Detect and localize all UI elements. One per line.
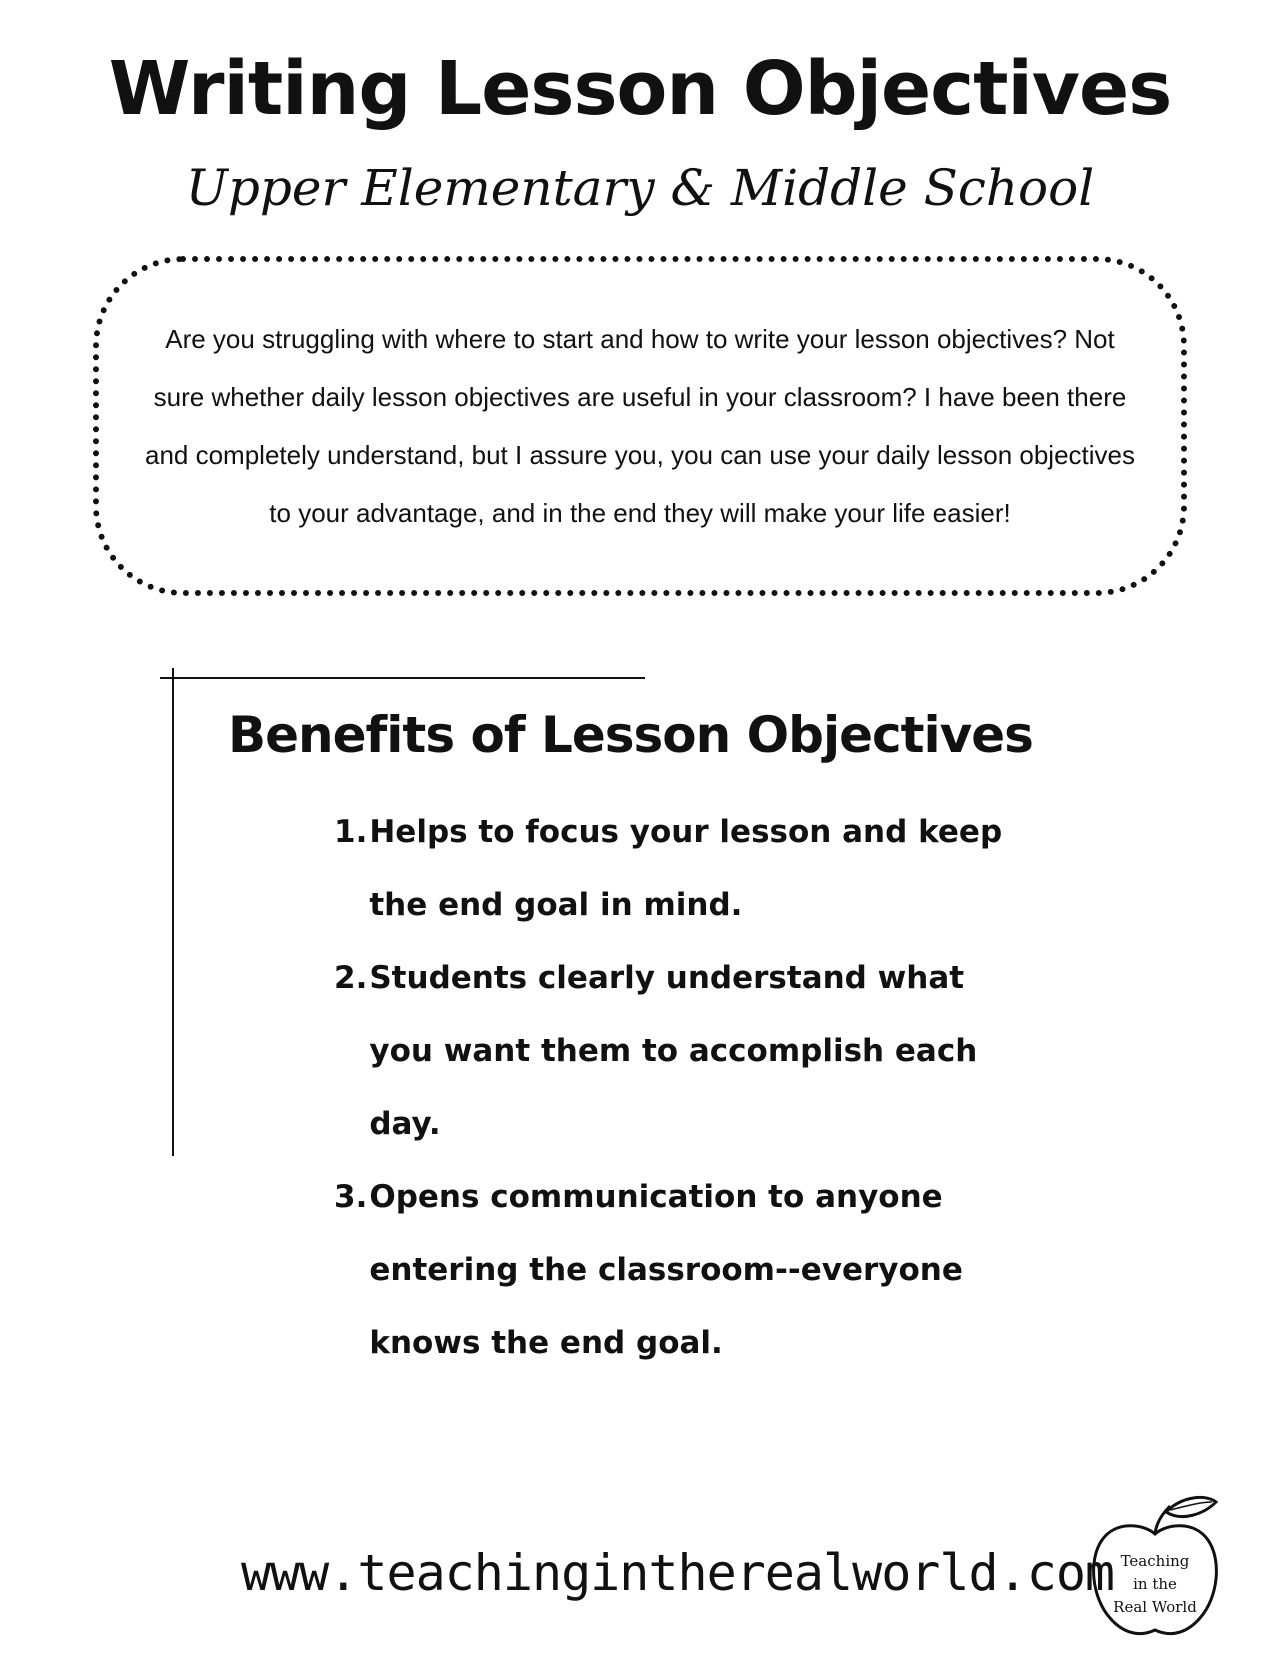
list-item — [334, 796, 1014, 942]
website-url: www.teachingintherealworld.com — [240, 1544, 1115, 1602]
apple-logo — [1086, 1494, 1224, 1644]
intro-box — [93, 256, 1187, 596]
list-item-text: Students clearly understand what you want them to accomplish each day. — [369, 960, 978, 1142]
page-title: Writing Lesson Objectives — [108, 46, 1172, 132]
list-item-number: 1. — [334, 814, 368, 850]
decorative-vertical-line — [172, 668, 174, 1156]
list-item — [334, 942, 1014, 1161]
intro-text: Are you struggling with where to start and how to write your lesson objectives? Not sure whether daily lesson objectives are useful in your classroom? I have been there and completely understand, but I assure you, you can use your daily lesson objectives to your advantage, and in the end they will make your life easier! — [144, 324, 1136, 528]
page-subtitle: Upper Elementary & Middle School — [185, 159, 1095, 217]
list-item-text: Opens communication to anyone entering the classroom--everyone knows the end goal. — [369, 1179, 963, 1361]
benefits-heading: Benefits of Lesson Objectives — [228, 706, 1033, 764]
list-item-number: 3. — [334, 1179, 368, 1215]
benefits-list — [334, 796, 1014, 1380]
list-item-number: 2. — [334, 960, 368, 996]
list-item — [334, 1161, 1014, 1380]
logo-text: Teaching in the Real World — [1113, 1552, 1197, 1616]
decorative-horizontal-line — [160, 677, 645, 679]
list-item-text: Helps to focus your lesson and keep the end goal in mind. — [369, 814, 1003, 923]
